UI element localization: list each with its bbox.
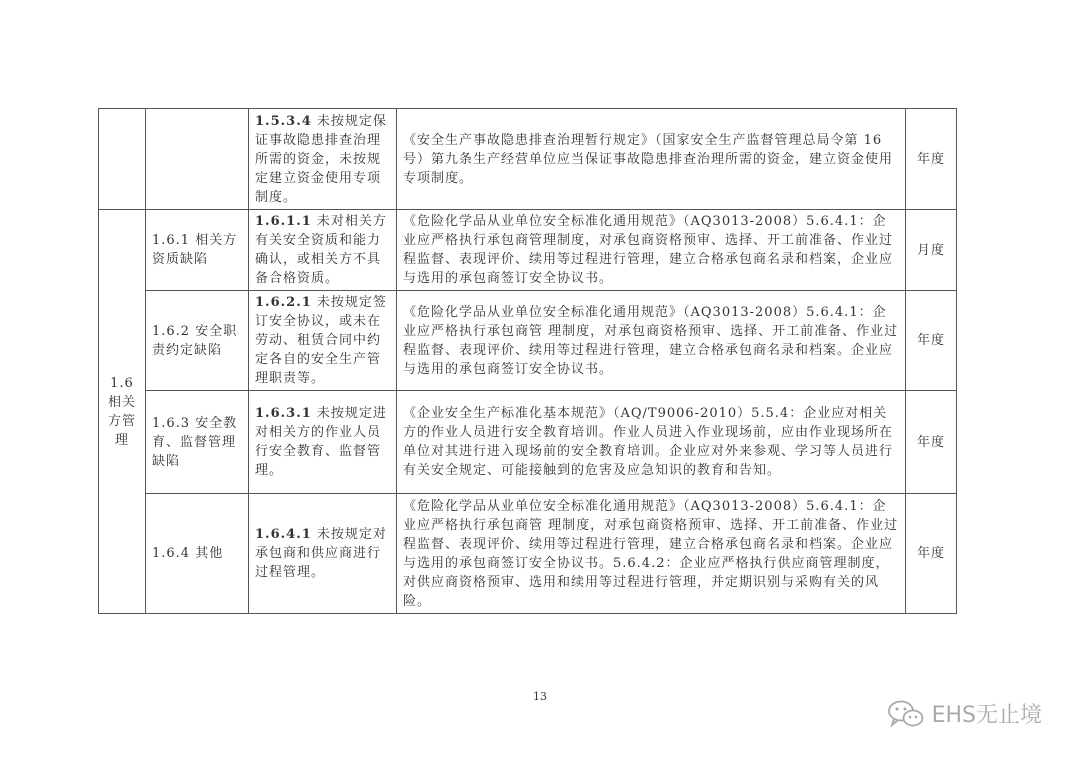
- table-row: [99, 210, 957, 291]
- basis-cell: 《危险化学品从业单位安全标准化通用规范》（AQ3013-2008）5.6.4.1：企业应严格执行承包商管理制度，对承包商资格预审、选择、开工前准备、作业过程监督、表现评价、续用等过程进行管理，建立合格承包商名录和档案，企业应与选用的承包商签订安全协议书。: [397, 210, 906, 291]
- clause-text: 未对相关方有关安全资质和能力确认，或相关方不具备合格资质。: [255, 214, 387, 286]
- clause-text: 未按规定签订安全协议，或未在劳动、租赁合同中约定各自的安全生产管理职责等。: [255, 295, 387, 386]
- basis-cell: 《危险化学品从业单位安全标准化通用规范》（AQ3013-2008）5.6.4.1：企业应严格执行承包商管 理制度，对承包商资格预审、选择、开工前准备、作业过程监督、表现评价、续用等过程进行管理，建立合格承包商名录和档案。企业应与选用的承包商签订安全协议书。5.6.4.2：企业应严格执行供应商管理制度，对供应商资格预审、选用和续用等过程进行管理，并定期识别与采购有关的风险。: [397, 494, 906, 614]
- table-row: [99, 494, 957, 614]
- basis-cell: 《安全生产事故隐患排查治理暂行规定》（国家安全生产监督管理总局令第 16 号）第九条生产经营单位应当保证事故隐患排查治理所需的资金，建立资金使用专项制度。: [397, 109, 906, 210]
- subcategory-cell: 1.6.4 其他: [146, 494, 249, 614]
- frequency-cell: 年度: [906, 109, 957, 210]
- category-name: 相关方管理: [107, 394, 136, 448]
- category-cell: [99, 210, 146, 614]
- table-row: [99, 109, 957, 210]
- frequency-cell: 年度: [906, 391, 957, 494]
- clause-cell: [249, 210, 397, 291]
- clause-number: 1.6.4.1: [255, 527, 312, 542]
- subcategory-cell: [146, 109, 249, 210]
- frequency-cell: 月度: [906, 210, 957, 291]
- clause-text: 未按规定对承包商和供应商进行过程管理。: [255, 527, 387, 580]
- frequency-cell: 年度: [906, 494, 957, 614]
- table-row: [99, 291, 957, 391]
- clause-number: 1.5.3.4: [255, 113, 312, 129]
- wechat-icon: [886, 699, 926, 729]
- basis-cell: 《危险化学品从业单位安全标准化通用规范》（AQ3013-2008）5.6.4.1：企业应严格执行承包商管 理制度，对承包商资格预审、选择、开工前准备、作业过程监督、表现评价、续用等过程进行管理，建立合格承包商名录和档案。企业应与选用的承包商签订安全协议书。: [397, 291, 906, 391]
- clause-text: 未按规定保证事故隐患排查治理所需的资金，未按规定建立资金使用专项制度。: [255, 113, 387, 205]
- clause-cell: [249, 291, 397, 391]
- clause-cell: [249, 494, 397, 614]
- category-number: 1.6: [110, 375, 134, 391]
- clause-number: 1.6.2.1: [255, 295, 312, 310]
- watermark-text: EHS无止境: [931, 703, 1042, 728]
- clause-text: 未按规定进对相关方的作业人员行安全教育、监督管理。: [255, 406, 387, 478]
- frequency-cell: 年度: [906, 291, 957, 391]
- subcategory-cell: 1.6.3 安全教育、监督管理缺陷: [146, 391, 249, 494]
- hazard-standard-table: [98, 108, 957, 614]
- clause-number: 1.6.3.1: [255, 406, 312, 421]
- subcategory-cell: 1.6.2 安全职责约定缺陷: [146, 291, 249, 391]
- basis-cell: 《企业安全生产标准化基本规范》（AQ/T9006-2010）5.5.4：企业应对相关方的作业人员进行安全教育培训。作业人员进入作业现场前，应由作业现场所在单位对其进行进入现场前的安全教育培训。企业应对外来参观、学习等人员进行有关安全规定、可能接触到的危害及应急知识的教育和告知。: [397, 391, 906, 494]
- clause-number: 1.6.1.1: [255, 214, 312, 229]
- page-number: 13: [533, 690, 547, 703]
- clause-cell: [249, 109, 397, 210]
- category-cell-empty: [99, 109, 146, 210]
- clause-cell: [249, 391, 397, 494]
- watermark: [886, 698, 1042, 729]
- table-row: [99, 391, 957, 494]
- subcategory-cell: 1.6.1 相关方资质缺陷: [146, 210, 249, 291]
